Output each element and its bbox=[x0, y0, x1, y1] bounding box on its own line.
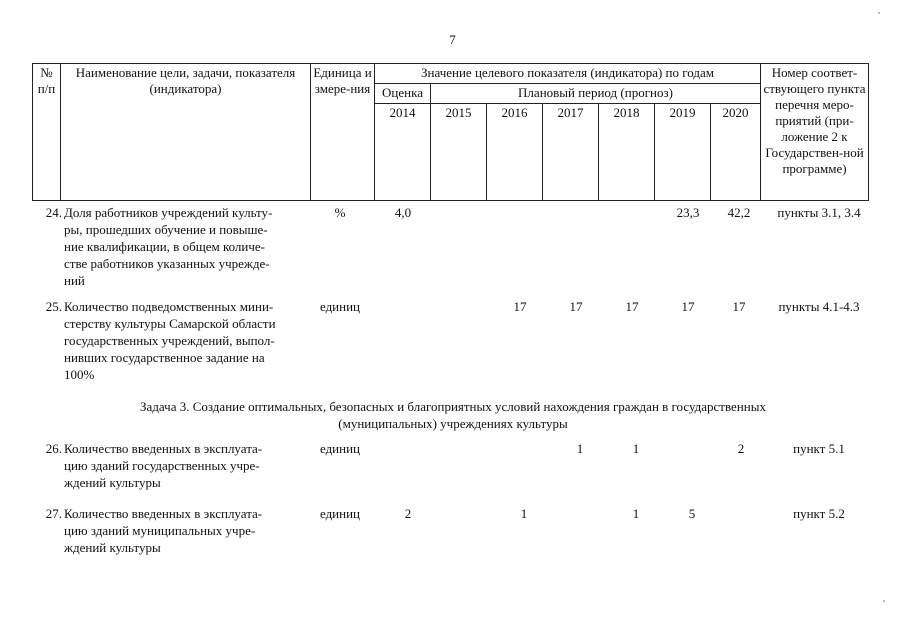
row-name: Количество подведомственных мини- стерству культуры Самарской области государственных учреждений, выпол- нивших государственное задание на 100% bbox=[64, 299, 276, 382]
row-unit: % bbox=[334, 205, 346, 220]
table-row bbox=[0, 298, 905, 388]
row-value-2018: 1 bbox=[632, 441, 640, 456]
page-number: 7 bbox=[449, 32, 456, 47]
row-value-2020: 17 bbox=[732, 299, 746, 314]
row-value-2014: 4,0 bbox=[394, 205, 412, 220]
header-num: № п/п bbox=[33, 64, 61, 201]
header-year-2016: 2016 bbox=[487, 104, 543, 201]
row-num: 26. bbox=[45, 441, 62, 456]
table-header bbox=[32, 63, 869, 201]
table-row bbox=[0, 505, 905, 561]
header-year-2018: 2018 bbox=[599, 104, 655, 201]
table-row bbox=[0, 204, 905, 294]
row-unit: единиц bbox=[319, 441, 361, 456]
row-ref: пункты 4.1-4.3 bbox=[778, 299, 860, 314]
header-unit: Единица измере-ния bbox=[311, 64, 375, 201]
row-value-2019: 5 bbox=[688, 506, 696, 521]
row-name: Доля работников учреждений культу- ры, прошедших обучение и повыше- ние квалификации, в общем количе- стве работников указанных учрежде- ний bbox=[64, 205, 273, 288]
header-year-2019: 2019 bbox=[655, 104, 711, 201]
header-year-2020: 2020 bbox=[711, 104, 761, 201]
row-num: 27. bbox=[45, 506, 62, 521]
row-name: Количество введенных в эксплуата- цию зданий государственных учре- ждений культуры bbox=[64, 441, 263, 490]
header-plan-period: Плановый период (прогноз) bbox=[431, 84, 761, 104]
header-estimate: Оценка bbox=[375, 84, 431, 104]
row-num: 25. bbox=[45, 299, 62, 314]
row-ref: пункт 5.1 bbox=[793, 441, 845, 456]
table-row bbox=[0, 440, 905, 496]
row-ref: пункты 3.1, 3.4 bbox=[777, 205, 861, 220]
row-value-2017: 1 bbox=[576, 441, 584, 456]
header-name: Наименование цели, задачи, показателя (индикатора) bbox=[61, 64, 311, 201]
row-unit: единиц bbox=[319, 299, 361, 314]
header-estimate-year: 2014 bbox=[375, 104, 431, 201]
row-value-2018: 17 bbox=[625, 299, 639, 314]
row-value-2020: 2 bbox=[737, 441, 745, 456]
row-value-2016: 17 bbox=[513, 299, 527, 314]
row-value-2020: 42,2 bbox=[727, 205, 751, 220]
header-ref: Номер соответ-ствующего пункта перечня меро-приятий (при-ложение 2 к Государствен-ной программе) bbox=[761, 64, 869, 201]
row-unit: единиц bbox=[319, 506, 361, 521]
row-value-2019: 17 bbox=[681, 299, 695, 314]
row-value-2017: 17 bbox=[569, 299, 583, 314]
task-heading: Задача 3. Создание оптимальных, безопасных и благоприятных условий нахождения граждан в государственных (муниципальных) учреждениях культуры bbox=[140, 399, 766, 431]
row-value-2014: 2 bbox=[404, 506, 412, 521]
row-value-2019: 23,3 bbox=[676, 205, 700, 220]
row-name: Количество введенных в эксплуата- цию зданий муниципальных учре- ждений культуры bbox=[64, 506, 263, 555]
row-ref: пункт 5.2 bbox=[793, 506, 845, 521]
row-value-2018: 1 bbox=[632, 506, 640, 521]
scan-speck bbox=[878, 12, 880, 14]
scan-speck bbox=[883, 600, 885, 602]
header-year-2015: 2015 bbox=[431, 104, 487, 201]
row-value-2016: 1 bbox=[520, 506, 528, 521]
row-num: 24. bbox=[45, 205, 62, 220]
header-year-2017: 2017 bbox=[543, 104, 599, 201]
header-values-group: Значение целевого показателя (индикатора) по годам bbox=[375, 64, 761, 84]
